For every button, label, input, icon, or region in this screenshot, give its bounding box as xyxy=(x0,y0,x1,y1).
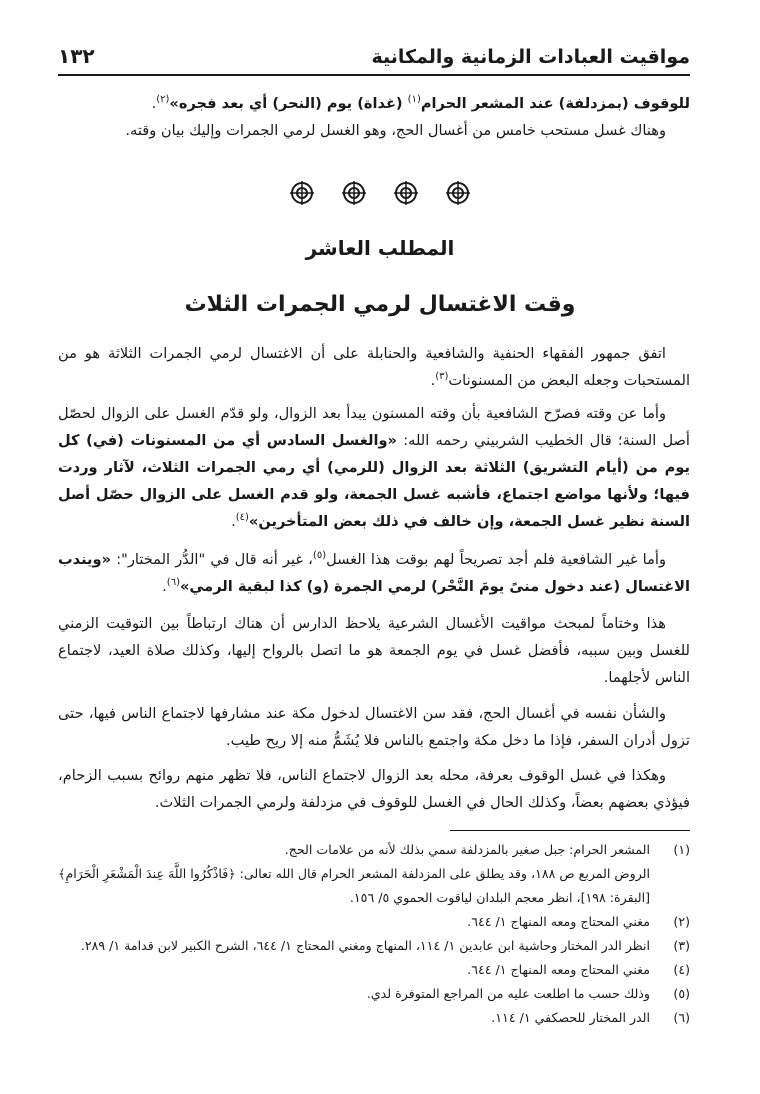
paragraph-4: هذا وختاماً لمبحث مواقيت الأغسال الشرعية يلاحظ الدارس أن هناك ارتباطاً بين التوقيت الزمني للغسل وبين سببه، فأفضل غسل في يوم الجمعة هو ما اتصل بالرواح إليها، وكذلك صلاة العيد، لاجتماع الناس لأجلهما. xyxy=(58,615,690,686)
footnote-ref: (٤) xyxy=(235,512,249,524)
footnote-rule xyxy=(450,830,690,831)
quote: «ويندب الاغتسال (عند دخول منىً يومَ النَّحْر) لرمي الجمرة (و) كذا لبقية الرمي» xyxy=(58,551,690,595)
section-heading: المطلب العاشر xyxy=(305,236,455,260)
footnote: (٦) الدر المختار للحصكفي ١/ ١١٤. xyxy=(491,1010,690,1025)
footnote-ref: (٦) xyxy=(166,577,180,589)
flower-ornament-icon xyxy=(445,180,471,206)
footnote-ref: (٣) xyxy=(435,371,449,383)
paragraph-6: وهكذا في غسل الوقوف بعرفة، محله بعد الزوال لاجتماع الناس، فلا تظهر منهم روائح بسبب الزحام، فيؤذي بعضهم بعضاً، وكذلك الحال في الغسل للوقوف في مزدلفة ولرمي الجمرات الثلاث. xyxy=(58,767,690,811)
paragraph-3: وأما غير الشافعية فلم أجد تصريحاً لهم بوقت هذا الغسل$^{(٥)}$، غير أنه قال في "الدُّر المختار": «ويندب الاغتسال (عند دخول منىً يومَ النَّحْر) لرمي الجمرة (و) كذا لبقية الرمي»$^{(٦)}$. xyxy=(58,550,690,595)
intro-line-1: للوقوف (بمزدلفة) عند المشعر الحرام$^{(١)}$ (غداة) يوم (النحر) أي بعد فجره»$^{(٢)}$. xyxy=(151,94,690,112)
quote: «والغسل السادس أي من المسنونات (في) كل يوم من (أيام التشريق) الثلاثة بعد الزوال (للرمي) أي رمي الجمرات الثلاث، لآثار وردت فيها؛ ولأنها مواضع اجتماع، فأشبه غسل الجمعة، ولو قدم الغسل على الزوال حصّل أصل السنة نظير غسل الجمعة، وإن خالف في ذلك بعض المتأخرين» xyxy=(58,432,690,530)
footnote: (٤) مغني المحتاج ومعه المنهاج ١/ ٦٤٤. xyxy=(467,962,690,977)
footnote: (١) المشعر الحرام: جبل صغير بالمزدلفة سمي بذلك لأنه من علامات الحج. xyxy=(284,842,690,857)
section-title: وقت الاغتسال لرمي الجمرات الثلاث xyxy=(184,292,576,317)
paragraph-5: والشأن نفسه في أغسال الحج، فقد سن الاغتسال لدخول مكة عند مشارفها لاجتماع الناس فيها، حتى تزول أدران السفر، فإذا ما دخل مكة واجتمع بالناس فلا يُشَمُّ منه إلا ريح طيب. xyxy=(58,705,690,749)
section-separator xyxy=(0,180,760,206)
running-title: مواقيت العبادات الزمانية والمكانية xyxy=(371,46,690,68)
flower-ornament-icon xyxy=(393,180,419,206)
footnote: (٥) وذلك حسب ما اطلعت عليه من المراجع المتوفرة لدي. xyxy=(366,986,690,1001)
intro-continuation xyxy=(58,90,690,144)
footnote: (٢) مغني المحتاج ومعه المنهاج ١/ ٦٤٤. xyxy=(467,914,690,929)
paragraph-1: اتفق جمهور الفقهاء الحنفية والشافعية والحنابلة على أن الاغتسال لرمي الجمرات الثلاثة هو من المستحبات وجعله البعض من المسنونات$^{(٣)}$. xyxy=(58,345,690,389)
flower-ornament-icon xyxy=(289,180,315,206)
page-number: ١٣٢ xyxy=(58,44,95,68)
footnote-continuation: الروض المربع ص ١٨٨، وقد يطلق على المزدلفة المشعر الحرام قال الله تعالى: ﴿فَاذْكُرُوا اللَّهَ عِندَ الْمَشْعَرِ الْحَرَامِ﴾ [البقرة: ١٩٨]، انظر معجم البلدان لياقوت الحموي ٥/ ١٥٦. xyxy=(58,866,650,905)
footnote-ref: (٥) xyxy=(312,550,327,562)
footnote: (٣) انظر الدر المختار وحاشية ابن عابدين ١/ ١١٤، المنهاج ومغني المحتاج ١/ ٦٤٤، الشرح الكبير لابن قدامة ١/ ٢٨٩. xyxy=(80,938,690,953)
footnotes xyxy=(58,838,690,1030)
intro-line-2: وهناك غسل مستحب خامس من أغسال الحج، وهو الغسل لرمي الجمرات وإليك بيان وقته. xyxy=(125,122,666,139)
paragraph-2: وأما عن وقته فصرّح الشافعية بأن وقته المسنون يبدأ بعد الزوال، ولو قدّم الغسل على الزوال لحصّل أصل السنة؛ قال الخطيب الشربيني رحمه الله: «والغسل السادس أي من المسنونات (في) كل يوم من (أيام التشريق) الثلاثة بعد الزوال (للرمي) أي رمي الجمرات الثلاث، لآثار وردت فيها؛ ولأنها مواضع اجتماع، فأشبه غسل الجمعة، ولو قدم الغسل على الزوال حصّل أصل السنة نظير غسل الجمعة، وإن خالف في ذلك بعض المتأخرين»$^{(٤)}$. xyxy=(58,405,690,530)
page-header xyxy=(58,44,690,76)
footnote-ref: (٢) xyxy=(156,94,170,106)
footnote-ref: (١) xyxy=(407,94,421,106)
flower-ornament-icon xyxy=(341,180,367,206)
